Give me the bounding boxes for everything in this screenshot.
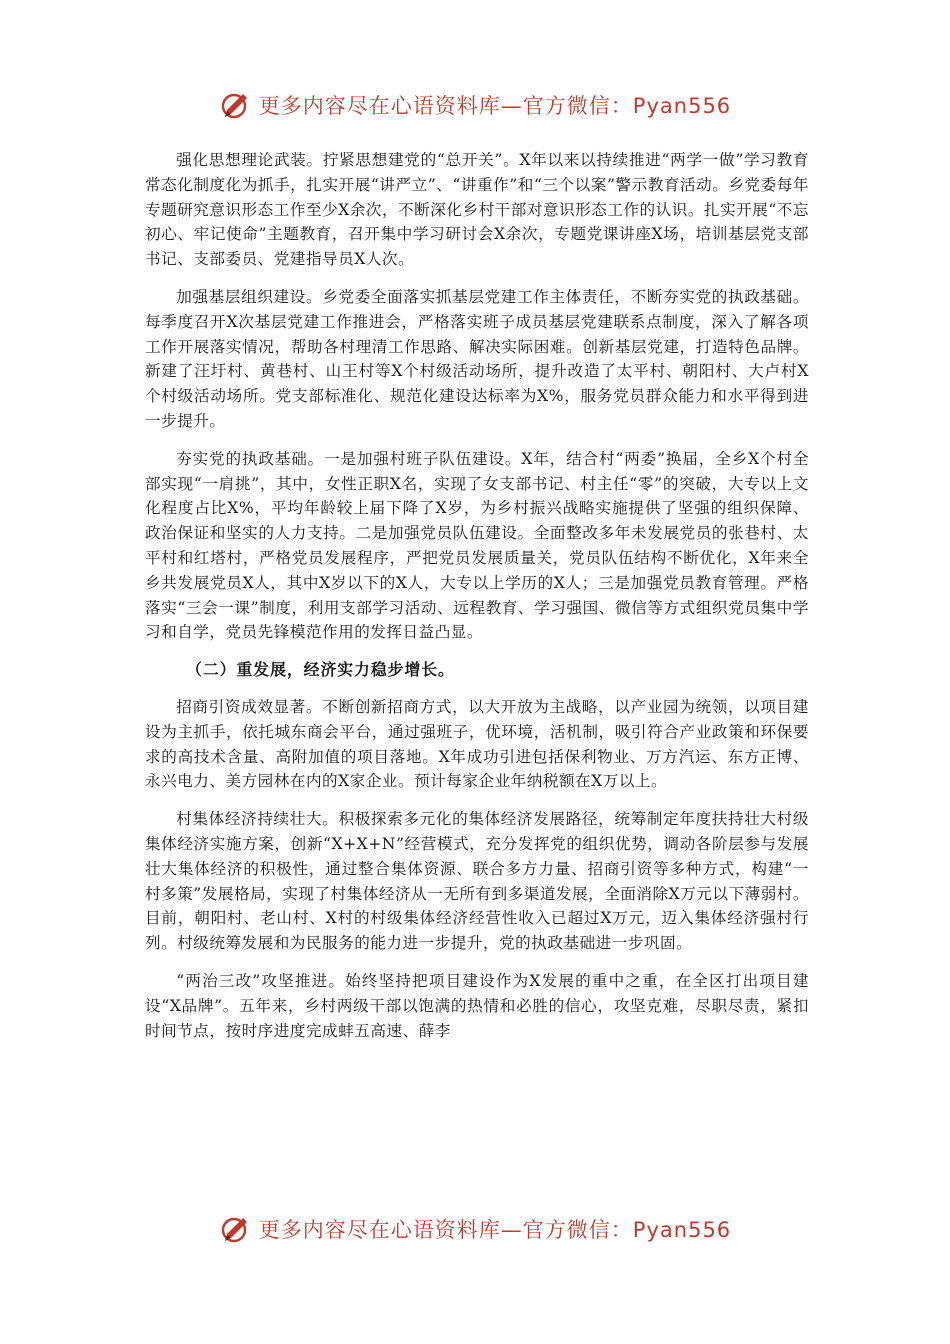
pen-logo-icon xyxy=(219,1212,253,1246)
paragraph: 招商引资成效显著。不断创新招商方式，以大开放为主战略，以产业园为统领，以项目建设为主抓手，依托城东商会平台，通过强班子，优环境，活机制，吸引符合产业政策和环保要求的高技术含量、高附加值的项目落地。X年成功引进包括保利物业、万方汽运、东方正博、永兴电力、美方园林在内的X家企业。预计每家企业年纳税额在X万以上。 xyxy=(145,697,809,791)
section-heading: （二）重发展，经济实力稳步增长。 xyxy=(186,660,455,680)
paragraph: 加强基层组织建设。乡党委全面落实抓基层党建工作主体责任，不断夯实党的执政基础。每季度召开X次基层党建工作推进会，严格落实班子成员基层党建联系点制度，深入了解各项工作开展落实情况，帮助各村理清工作思路、解决实际困难。创新基层党建，打造特色品牌。新建了汪圩村、黄巷村、山王村等X个村级活动场所，提升改造了太平村、朝阳村、大卢村X个村级活动场所。党支部标准化、规范化建设达标率为X%，服务党员群众能力和水平得到进一步提升。 xyxy=(145,287,809,430)
paragraph: 村集体经济持续壮大。积极探索多元化的集体经济发展路径，统筹制定年度扶持壮大村级集体经济实施方案，创新“X+X+N”经营模式，充分发挥党的组织优势，调动各阶层参与发展壮大集体经济的积极性，通过整合集体资源、联合多方力量、招商引资等多种方式，构建“一村多策”发展格局，实现了村集体经济从一无所有到多渠道发展，全面消除X万元以下薄弱村。目前，朝阳村、老山村、X村的村级集体经济经营性收入已超过X万元，迈入集体经济强村行列。村级统筹发展和为民服务的能力进一步提升，党的执政基础进一步巩固。 xyxy=(145,810,809,953)
document-body xyxy=(145,148,809,1056)
paragraph: 强化思想理论武装。拧紧思想建党的“总开关”。X年以来以持续推进“两学一做”学习教育常态化制度化为抓手，扎实开展“讲严立”、“讲重作”和“三个以案”警示教育活动。乡党委每年专题研究意识形态工作至少X余次，不断深化乡村干部对意识形态工作的认识。扎实开展“不忘初心、牢记使命”主题教育，召开集中学习研讨会X余次，专题党课讲座X场，培训基层党支部书记、支部委员、党建指导员X人次。 xyxy=(145,151,809,269)
paragraph: “两治三改”攻坚推进。始终坚持把项目建设作为X发展的重中之重，在全区打出项目建设“X品牌”。五年来，乡村两级干部以饱满的热情和必胜的信心，攻坚克难，尽职尽责，紧扣时间节点，按时序进度完成蚌五高速、薛李 xyxy=(145,971,809,1040)
footer-watermark xyxy=(0,1208,950,1250)
header-watermark xyxy=(0,84,950,126)
watermark-text: 更多内容尽在心语资料库—官方微信：Pyan556 xyxy=(258,94,732,118)
watermark-text: 更多内容尽在心语资料库—官方微信：Pyan556 xyxy=(258,1218,732,1242)
pen-logo-icon xyxy=(219,88,253,122)
paragraph: 夯实党的执政基础。一是加强村班子队伍建设。X年，结合村“两委”换届，全乡X个村全部实现“一肩挑”，其中，女性正职X名，实现了女支部书记、村主任“零”的突破，大专以上文化程度占比X%，平均年龄较上届下降了X岁，为乡村振兴战略实施提供了坚强的组织保障、政治保证和坚实的人力支持。二是加强党员队伍建设。全面整改多年未发展党员的张巷村、太平村和红塔村，严格党员发展程序，严把党员发展质量关，党员队伍结构不断优化，X年来全乡共发展党员X人，其中X岁以下的X人，大专以上学历的X人；三是加强党员教育管理。严格落实“三会一课”制度，利用支部学习活动、远程教育、学习强国、微信等方式组织党员集中学习和自学，党员先锋模范作用的发挥日益凸显。 xyxy=(145,449,809,642)
